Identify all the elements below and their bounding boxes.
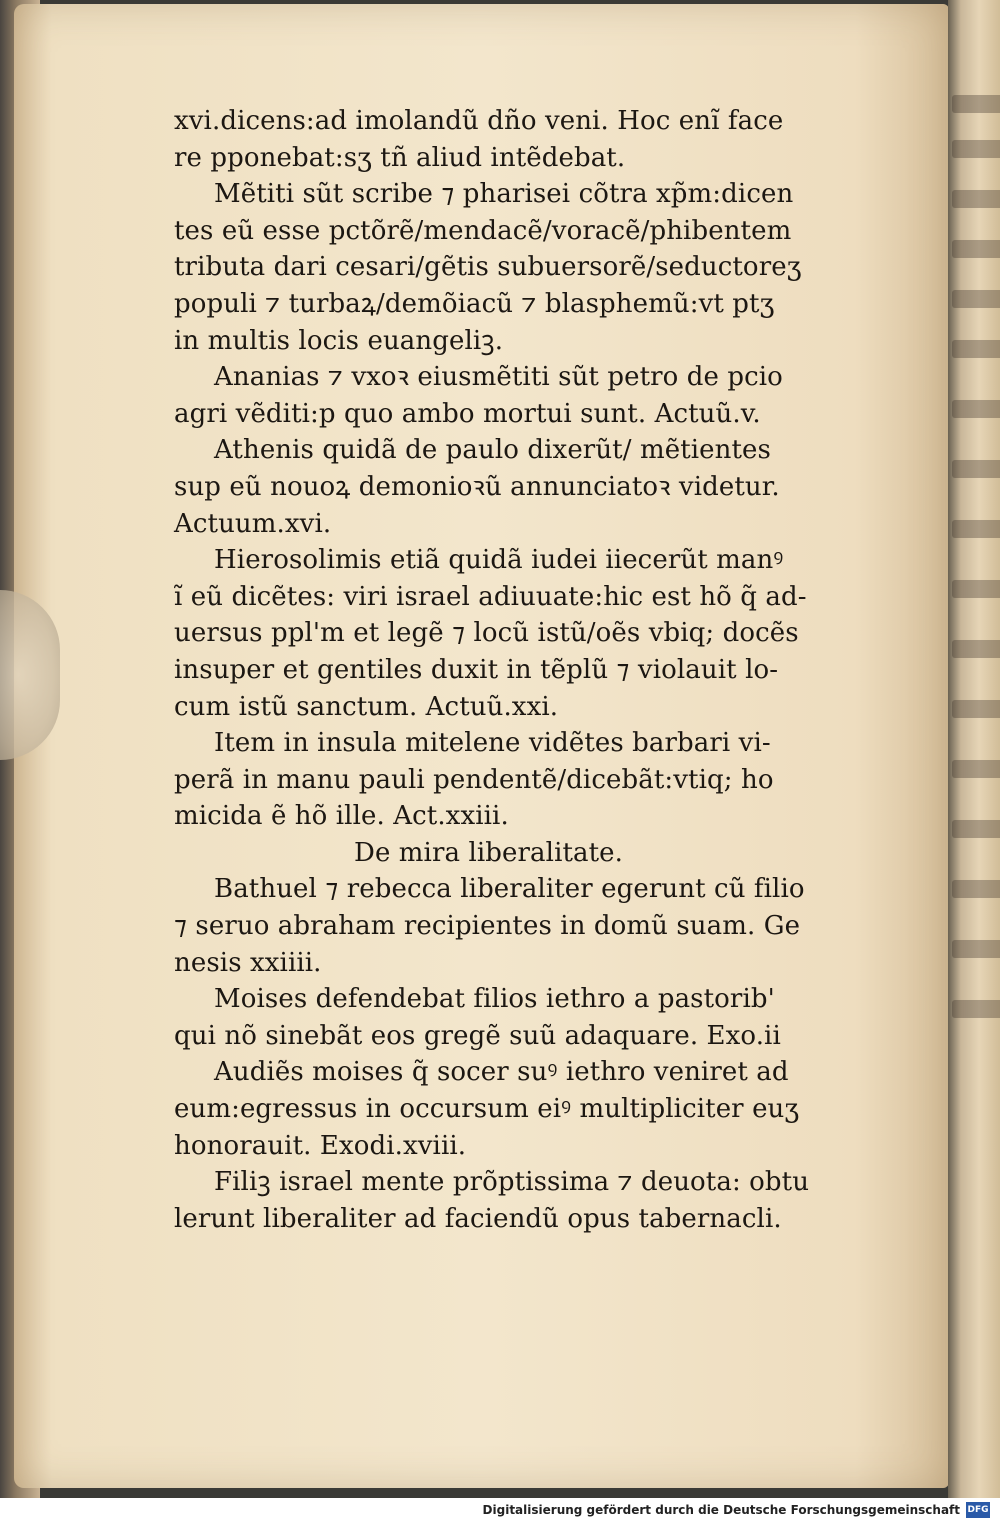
text-line: re pponebat:sʒ tñ aliud intẽdebat.: [174, 142, 626, 173]
footer-bar: [0, 1498, 1000, 1524]
text-line: honorauit. Exodi.xviii.: [174, 1130, 467, 1161]
text-line: Item in insula mitelene vidẽtes barbari vi-: [214, 728, 771, 759]
text-line: Moises defendebat filios iethro a pastorib': [214, 984, 775, 1015]
text-line: Bathuel ⁊ rebecca liberaliter egerunt cũ filio: [214, 874, 805, 905]
text-line: Hierosolimis etiã quidã iudei iiecerũt manꝰ: [214, 545, 784, 576]
text-line: populi ⁊ turbaꝝ/demõiacũ ⁊ blasphemũ:vt ptʒ: [174, 288, 775, 319]
text-line: insuper et gentiles duxit in tẽplũ ⁊ violauit lo-: [174, 654, 779, 685]
dfg-logo: DFG: [966, 1502, 990, 1518]
text-line: sup eũ nouoꝝ demonioꝛũ annunciatoꝛ videtur.: [174, 471, 780, 502]
text-line: xvi.dicens:ad imolandũ dño veni. Hoc enĩ face: [174, 106, 784, 136]
text-line: eum:egressus in occursum eiꝰ multipliciter euʒ: [174, 1094, 800, 1125]
text-line: Ananias ⁊ vxoꝛ eiusmẽtiti sũt petro de pcio: [214, 362, 783, 393]
text-line: uersus ppl'm et legẽ ⁊ locũ istũ/oẽs vbiq; docẽs: [174, 618, 799, 649]
text-line: Mẽtiti sũt scribe ⁊ pharisei cõtra xp̃m:dicen: [214, 179, 794, 210]
text-line: Actuum.xvi.: [174, 508, 332, 539]
text-line: ĩ eũ dicẽtes: viri israel adiuuate:hic est hõ q̃ ad-: [174, 581, 807, 612]
text-line: nesis xxiiii.: [174, 947, 322, 978]
funding-credit: Digitalisierung gefördert durch die Deutsche Forschungsgemeinschaft: [482, 1503, 960, 1517]
text-line: tes eũ esse pctõrẽ/mendacẽ/voracẽ/phibentem: [174, 215, 792, 246]
page-text: [174, 103, 939, 1237]
text-line: Filiꝫ israel mente prõptissima ⁊ deuota: obtu: [214, 1167, 810, 1198]
text-line: perã in manu pauli pendentẽ/dicebãt:vtiq; ho: [174, 764, 774, 795]
text-line: lerunt liberaliter ad faciendũ opus tabernacli.: [174, 1203, 782, 1234]
text-line: cum istũ sanctum. Actuũ.xxi.: [174, 691, 559, 722]
text-line: micida ẽ hõ ille. Act.xxiii.: [174, 801, 509, 832]
section-heading: De mira liberalitate.: [354, 837, 624, 868]
text-line: ⁊ seruo abraham recipientes in domũ suam. Ge: [174, 911, 801, 942]
text-line: Audiẽs moises q̃ socer suꝰ iethro veniret ad: [214, 1057, 789, 1088]
text-line: agri vẽditi:p quo ambo mortui sunt. Actuũ.v.: [174, 398, 761, 429]
facing-page-edge: [948, 0, 1000, 1498]
text-line: tributa dari cesari/gẽtis subuersorẽ/seductoreʒ: [174, 252, 802, 283]
text-line: Athenis quidã de paulo dixerũt/ mẽtientes: [214, 435, 771, 466]
text-line: qui nõ sinebãt eos gregẽ suũ adaquare. Exo.ii: [174, 1020, 781, 1051]
text-line: in multis locis euangeliꝫ.: [174, 325, 504, 356]
